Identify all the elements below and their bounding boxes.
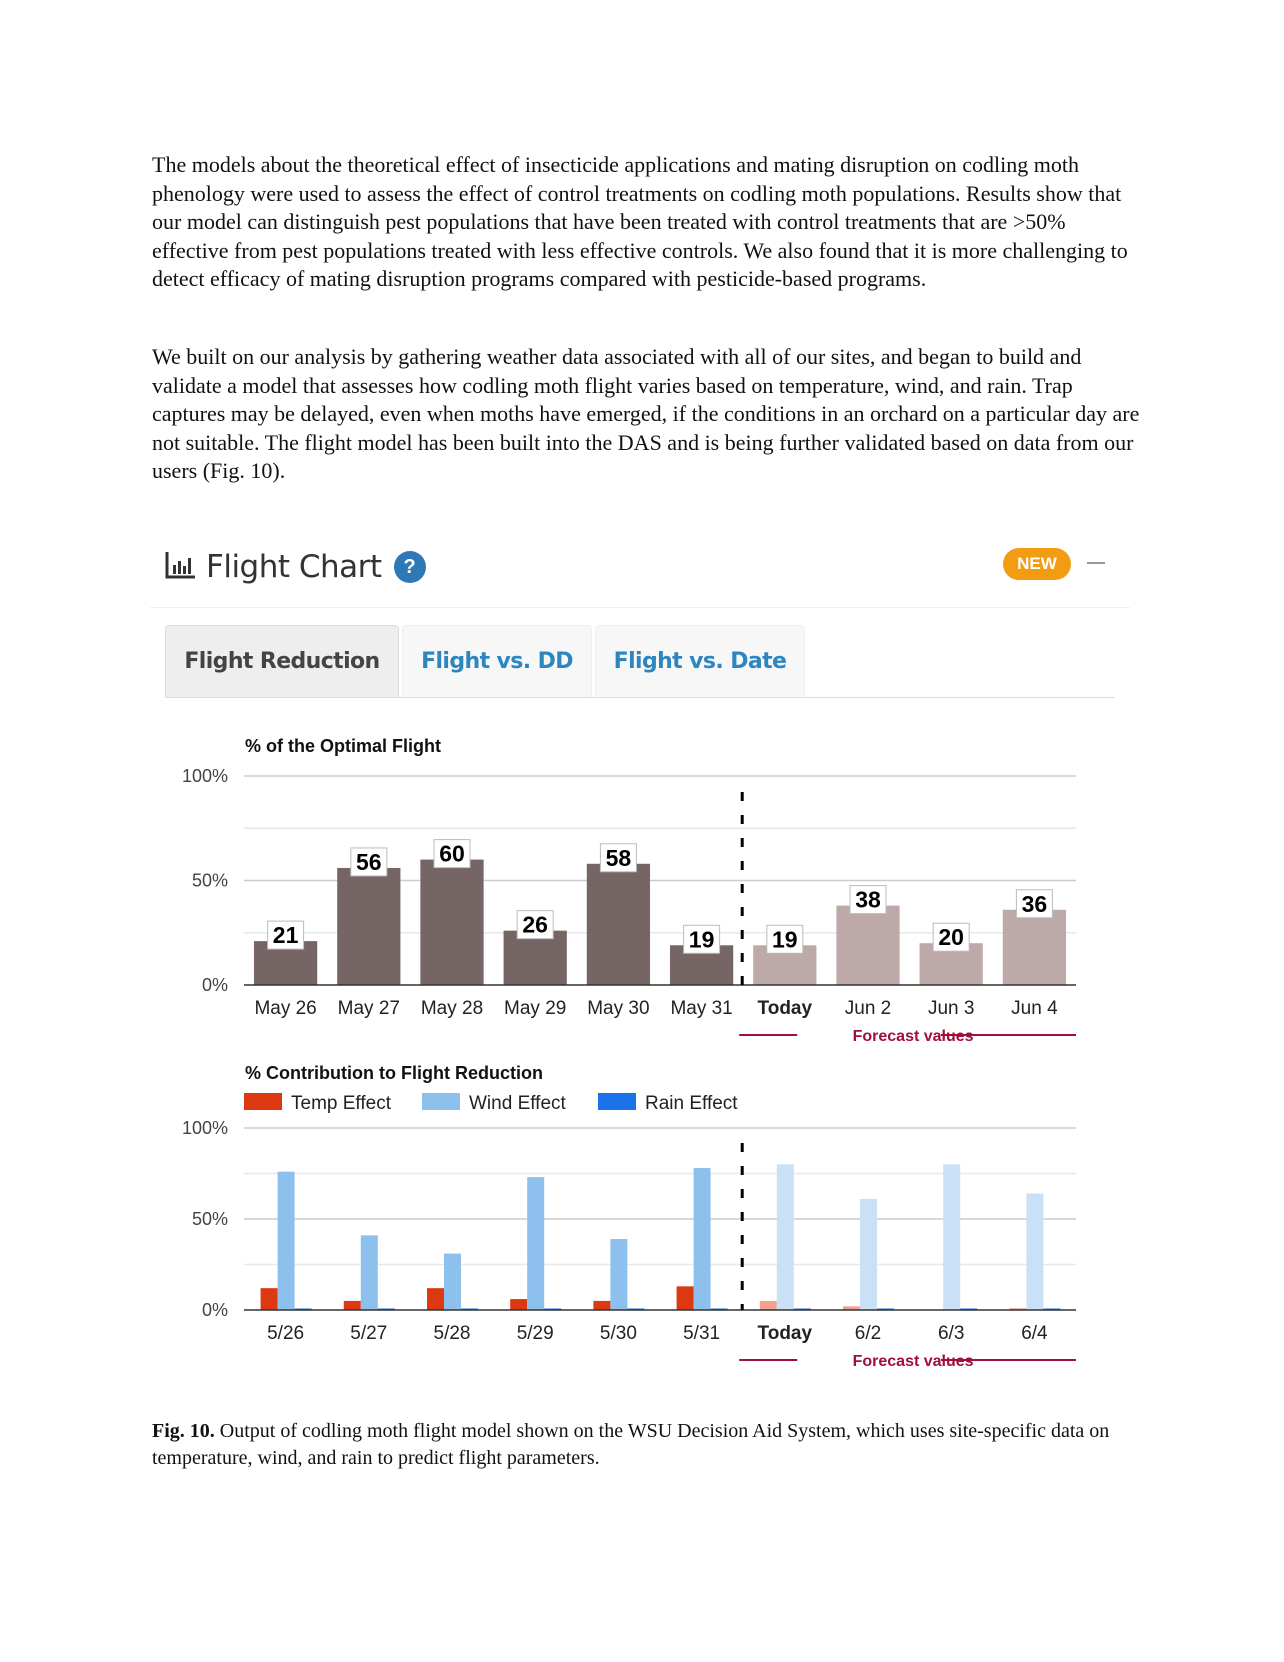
- chart2-xtick: 6/4: [1021, 1323, 1048, 1344]
- chart1-data-label: 26: [522, 911, 548, 938]
- chart1-bar: [420, 860, 483, 985]
- legend-swatch-temp-effect: [244, 1093, 282, 1110]
- chart2-xtick: 5/30: [599, 1323, 637, 1344]
- chart2-xtick: 5/31: [683, 1323, 721, 1344]
- chart1-data-label: 56: [356, 848, 382, 875]
- chart2-bar-wind-effect: [777, 1164, 794, 1310]
- chart2-bar-wind-effect: [1026, 1194, 1043, 1310]
- chart2-xtick: Today: [757, 1323, 813, 1344]
- chart2-ytick: 100%: [181, 1118, 228, 1138]
- chart2-xtick: 5/26: [267, 1323, 305, 1344]
- new-badge: NEW: [1003, 548, 1071, 580]
- chart2-bar-temp-effect: [344, 1301, 361, 1310]
- chart1-xtick: May 31: [670, 998, 733, 1019]
- chart2-bar-wind-effect: [278, 1172, 295, 1310]
- chart1-xtick: Jun 3: [927, 998, 975, 1019]
- legend-swatch-wind-effect: [422, 1093, 460, 1110]
- chart2-xtick: 5/28: [433, 1323, 471, 1344]
- chart1-forecast-label: Forecast values: [852, 1028, 974, 1045]
- chart2-bar-wind-effect: [361, 1235, 378, 1310]
- chart1-bar: [836, 906, 899, 985]
- chart1-xtick: May 28: [420, 998, 484, 1019]
- chart1-data-label: 60: [439, 840, 465, 867]
- chart1-bar: [1003, 910, 1066, 985]
- figure-caption: [152, 1418, 1142, 1471]
- chart2-bar-temp-effect: [261, 1288, 278, 1310]
- legend-label: Temp Effect: [291, 1093, 391, 1114]
- chart1-title: % of the Optimal Flight: [245, 736, 441, 756]
- chart1-ytick: 100%: [181, 766, 228, 786]
- legend-label: Rain Effect: [645, 1093, 738, 1114]
- chart2-bar-temp-effect: [760, 1301, 777, 1310]
- chart1-xtick: Today: [757, 998, 813, 1019]
- chart2-bar-temp-effect: [677, 1286, 694, 1310]
- body-paragraph-1: The models about the theoretical effect of insecticide applications and mating disruption on codling moth phenology were used to assess the effect of control treatments on codling moth populations. Results show that our model can distinguish pest populations that have been treated with control treatments that are >50% effective from pest populations treated with less effective controls. We also found that it is more challenging to detect efficacy of mating disruption programs compared with pesticide-based programs.: [152, 152, 1128, 292]
- chart1-ytick: 0%: [201, 975, 228, 995]
- chart2-bar-wind-effect: [860, 1199, 877, 1310]
- chart1-bar: [587, 864, 650, 985]
- question-icon[interactable]: ?: [394, 551, 426, 583]
- chart2-bar-temp-effect: [510, 1299, 527, 1310]
- chart2-bar-temp-effect: [427, 1288, 444, 1310]
- body-paragraph-2: We built on our analysis by gathering weather data associated with all of our sites, and began to build and validate a model that assesses how codling moth flight varies based on temperature, wind, and rain. Trap captures may be delayed, even when moths have emerged, if the conditions in an orchard on a particular day are not suitable. The flight model has been built into the DAS and is being further validated based on data from our users (Fig. 10).: [152, 344, 1140, 484]
- chart2-xtick: 5/27: [350, 1323, 388, 1344]
- chart1-xtick: May 26: [254, 998, 317, 1019]
- chart1-data-label: 21: [272, 922, 299, 949]
- chart1-xtick: May 27: [337, 998, 400, 1019]
- caption-text: Output of codling moth flight model shown on the WSU Decision Aid System, which uses site-specific data on temperature, wind, and rain to predict flight parameters.: [152, 1420, 1110, 1469]
- tab-flight-vs-dd[interactable]: Flight vs. DD: [402, 625, 592, 697]
- tab-flight-vs-date[interactable]: Flight vs. Date: [595, 625, 805, 697]
- chart1-data-label: 58: [605, 844, 632, 871]
- chart2-bar-wind-effect: [694, 1168, 711, 1310]
- tab-flight-reduction[interactable]: Flight Reduction: [165, 625, 399, 697]
- chart2-bar-temp-effect: [593, 1301, 610, 1310]
- legend-label: Wind Effect: [469, 1093, 566, 1114]
- chart2-xtick: 6/2: [854, 1323, 882, 1344]
- chart2-bar-wind-effect: [527, 1177, 544, 1310]
- chart1-data-label: 20: [938, 924, 964, 951]
- chart1-data-label: 19: [688, 926, 715, 953]
- chart1-ytick: 50%: [191, 870, 228, 891]
- widget-title: Flight Chart: [206, 549, 382, 585]
- chart2-xtick: 5/29: [516, 1323, 554, 1344]
- chart1-xtick: May 30: [587, 998, 650, 1019]
- chart2-xtick: 6/3: [937, 1323, 965, 1344]
- chart1-data-label: 36: [1021, 890, 1048, 917]
- chart2-bar-wind-effect: [444, 1254, 461, 1310]
- chart1-xtick: Jun 4: [1011, 998, 1058, 1019]
- chart1-data-label: 38: [855, 886, 881, 913]
- legend-swatch-rain-effect: [598, 1093, 636, 1110]
- chart1-data-label: 19: [772, 926, 798, 953]
- chart2-bar-wind-effect: [943, 1164, 960, 1310]
- chart1-bar: [337, 868, 400, 985]
- chart2-forecast-label: Forecast values: [852, 1353, 974, 1370]
- chart1-xtick: Jun 2: [844, 998, 892, 1019]
- chart1-xtick: May 29: [504, 998, 567, 1019]
- chart2-ytick: 50%: [191, 1209, 228, 1229]
- chart2-ytick: 0%: [201, 1300, 228, 1320]
- caption-label: Fig. 10.: [152, 1420, 215, 1442]
- chart2-title: % Contribution to Flight Reduction: [245, 1063, 543, 1083]
- chart2-bar-wind-effect: [610, 1239, 627, 1310]
